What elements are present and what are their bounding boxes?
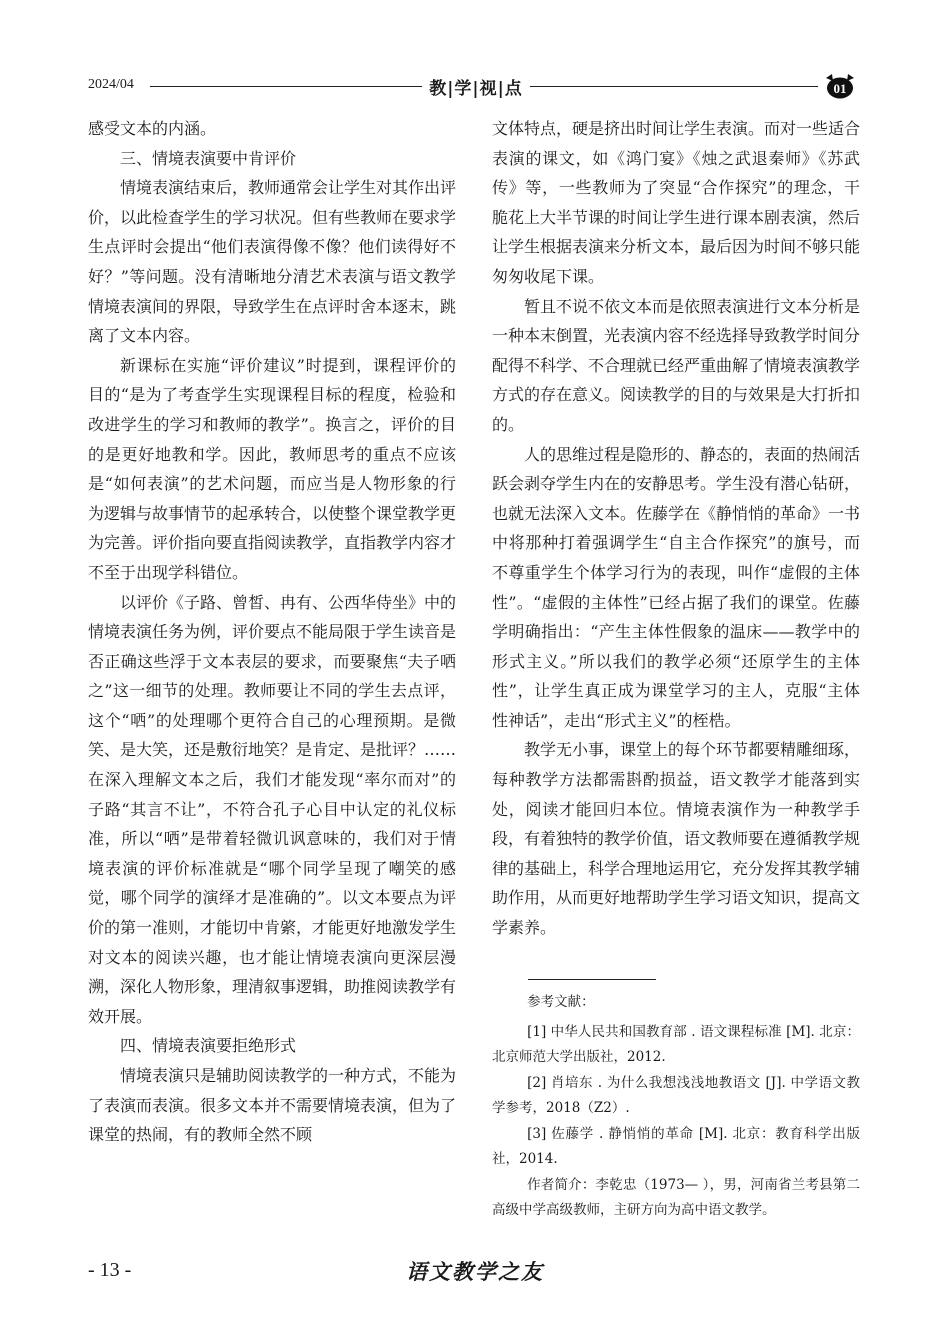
paragraph: 情境表演只是辅助阅读教学的一种方式，不能为了表演而表演。很多文本并不需要情境表演，但为了课堂的热闹，有的教师全然不顾 (88, 1066, 457, 1145)
journal-name: 语文教学之友 (406, 1259, 544, 1284)
paragraph: 教学无小事，课堂上的每个环节都要精雕细琢，每种教学方法都需斟酌损益，语文教学才能落到实处，阅读才能回归本位。情境表演作为一种教学手段，有着独特的教学价值，语文教师要在遵循教学规律的基础上，科学合理地运用它，充分发挥其教学辅助作用，从而更好地帮助学生学习语文知识，提高文学素养。 (492, 740, 861, 938)
reference-item: [2] 肖培东 . 为什么我想浅浅地教语文 [J]. 中学语文教学参考，2018（Z2）. (492, 1074, 860, 1116)
references-separator (528, 979, 656, 980)
paragraph: 感受文本的内涵。 (88, 119, 217, 138)
left-text-column (88, 114, 456, 1150)
section-badge-icon (823, 72, 857, 100)
section-badge-text: 01 (833, 81, 847, 96)
references (492, 990, 860, 1224)
issue-date: 2024/04 (88, 77, 134, 92)
paragraph: 人的思维过程是隐形的、静态的，表面的热闹活跃会剥夺学生内在的安静思考。学生没有潜心钻研，也就无法深入文本。佐藤学在《静悄悄的革命》一书中将那种打着强调学生“自主合作探究”的旗号，而不尊重学生个体学习行为的表现，叫作“虚假的主体性”。“虚假的主体性”已经占据了我们的课堂。佐藤学明确指出：“产生主体性假象的温床——教学中的形式主义。”所以我们的教学必须“还原学生的主体性”，让学生真正成为课堂学习的主人，克服“主体性神话”，走出“形式主义”的桎梏。 (492, 444, 861, 730)
reference-item: [1] 中华人民共和国教育部 . 语文课程标准 [M]. 北京：北京师范大学出版社，2012. (492, 1023, 860, 1065)
header-rule-right (530, 86, 818, 87)
paragraph: 情境表演结束后，教师通常会让学生对其作出评价，以此检查学生的学习状况。但有些教师在要求学生点评时会提出“他们表演得像不像？他们读得好不好？”等问题。没有清晰地分清艺术表演与语文教学情境表演间的界限，导致学生在点评时舍本逐末，跳离了文本内容。 (88, 178, 457, 346)
reference-item: [3] 佐藤学 . 静悄悄的革命 [M]. 北京：教育科学出版社，2014. (492, 1125, 860, 1167)
paragraph: 以评价《子路、曾皙、冉有、公西华侍坐》中的情境表演任务为例，评价要点不能局限于学生读音是否正确这些浮于文本表层的要求，而要聚焦“夫子哂之”这一细节的处理。教师要让不同的学生去点评，这个“哂”的处理哪个更符合自己的心理预期。是微笑、是大笑，还是敷衍地笑？是肯定、是批评？……在深入理解文本之后，我们才能发现“率尔而对”的子路“其言不让”，不符合孔子心目中认定的礼仪标准，所以“哂”是带着轻微讥讽意味的，我们对于情境表演的评价标准就是“哪个同学呈现了嘲笑的感觉，哪个同学的演绎才是准确的”。以文本要点为评价的第一准则，才能切中肯綮，才能更好地激发学生对文本的阅读兴趣，也才能让情境表演向更深层漫溯，深化人物形象，理清叙事逻辑，助推阅读教学有效开展。 (88, 592, 457, 1026)
header-rule-left (150, 86, 422, 87)
paragraph: 新课标在实施“评价建议”时提到，课程评价的目的“是为了考查学生实现课程目标的程度，检验和改进学生的学习和教师的教学”。换言之，评价的目的是更好地教和学。因此，教师思考的重点不应该是“如何表演”的艺术问题，而应当是人物形象的行为逻辑与故事情节的起承转合，以使整个课堂教学更为完善。评价指向要直指阅读教学，直指教学内容才不至于出现学科错位。 (88, 355, 457, 582)
right-text-column (492, 114, 860, 943)
paragraph: 文体特点，硬是挤出时间让学生表演。而对一些适合表演的课文，如《鸿门宴》《烛之武退秦师》《苏武传》等，一些教师为了突显“合作探究”的理念，干脆花上大半节课的时间让学生进行课本剧表演，然后让学生根据表演来分析文本，最后因为时间不够只能匆匆收尾下课。 (492, 119, 861, 286)
author-note: 作者简介：李乾忠（1973— ），男，河南省兰考县第二高级中学高级教师，主研方向为高中语文教学。 (492, 1176, 860, 1218)
page-number: - 13 - (88, 1259, 132, 1281)
paragraph: 暂且不说不依文本而是依照表演进行文本分析是一种本末倒置，光表演内容不经选择导致教学时间分配得不科学、不合理就已经严重曲解了情境表演教学方式的存在意义。阅读教学的目的与效果是大打折扣的。 (492, 296, 861, 434)
references-label: 参考文献： (527, 994, 595, 1010)
section-title: 教|学|视|点 (429, 79, 523, 99)
section-heading: 四、情境表演要拒绝形式 (120, 1036, 297, 1056)
section-heading: 三、情境表演要中肯评价 (120, 148, 297, 168)
